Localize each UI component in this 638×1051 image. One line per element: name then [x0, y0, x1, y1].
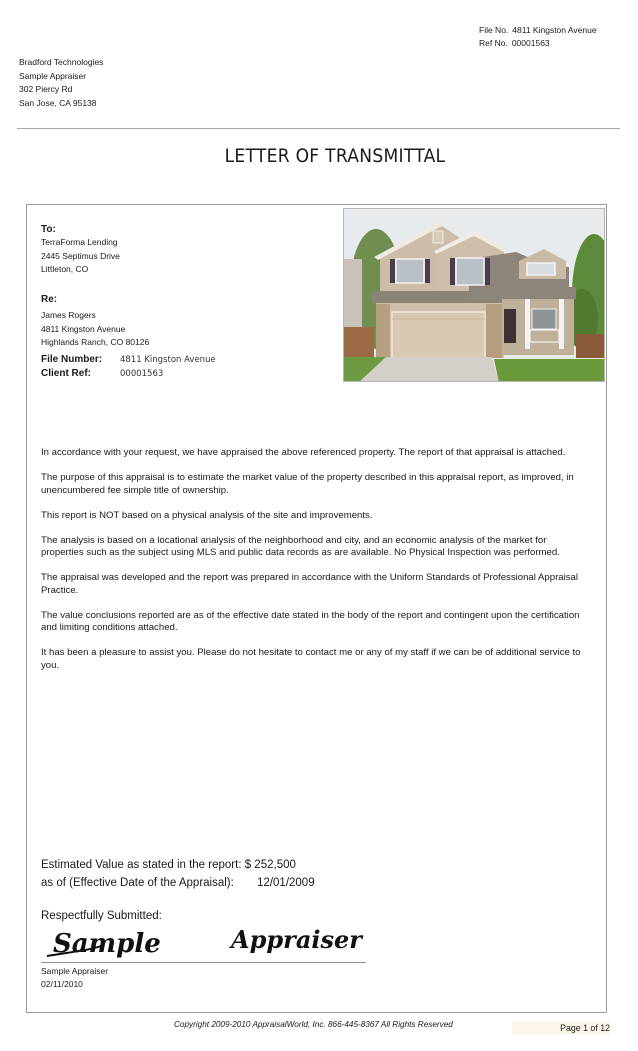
client-ref-row [41, 367, 216, 381]
subject-block [41, 294, 149, 350]
signature-image [41, 922, 366, 962]
body-paragraph: The analysis is based on a locational analysis of the neighborhood and city, and an economic analysis of the market for properties such as the subject using MLS and public data records as are available. No Physical Inspection was performed. [41, 534, 560, 558]
signature-line [41, 962, 366, 963]
signer-block [41, 965, 108, 990]
file-reference-header [479, 24, 597, 50]
file-number-value: 4811 Kingston Avenue [120, 355, 216, 365]
body-paragraph: The purpose of this appraisal is to estimate the market value of the property described in this appraisal report, as improved, in unencumbered fee simple title of ownership. [41, 472, 574, 496]
closing-text: Respectfully Submitted: [41, 910, 162, 922]
sender-name: Sample Appraiser [19, 70, 87, 81]
sender-street: 302 Piercy Rd [19, 84, 73, 94]
svg-text:Appraiser: Appraiser [231, 925, 362, 954]
sender-address [19, 56, 103, 110]
ref-no-row [479, 37, 597, 50]
signer-name: Sample Appraiser [41, 966, 109, 976]
property-street: 4811 Kingston Avenue [41, 323, 126, 334]
estimated-value: $ 252,500 [244, 859, 296, 871]
recipient-company: TerraForma Lending [41, 237, 118, 247]
svg-text:Sample: Sample [53, 929, 161, 959]
reference-fields [41, 353, 216, 381]
file-number-row [41, 353, 216, 367]
signed-date: 02/11/2010 [41, 978, 83, 989]
file-number-label: File Number: [41, 354, 103, 365]
handwritten-signature-icon [41, 922, 366, 962]
recipient-city: Littleton, CO [41, 264, 89, 274]
body-paragraph: The value conclusions reported are as of the effective date stated in the body of the report and contingent upon the certification and limiting conditions attached. [41, 609, 580, 633]
file-no-value: 4811 Kingston Avenue [512, 25, 597, 35]
ref-no-value: 00001563 [511, 38, 550, 48]
letter-body [41, 447, 591, 685]
estimated-value-label: Estimated Value as stated in the report: [41, 859, 242, 871]
ref-no-label: Ref No. [479, 38, 508, 48]
client-ref-label: Client Ref: [41, 368, 91, 379]
body-paragraph: This report is NOT based on a physical analysis of the site and improvements. [41, 509, 373, 521]
subject-property-photo [343, 208, 605, 382]
to-heading: To: [41, 224, 56, 235]
effective-date: 12/01/2009 [257, 877, 315, 889]
effective-date-row [41, 874, 315, 892]
body-paragraph: The appraisal was developed and the report was prepared in accordance with the Uniform Standards of Professional Appraisal Practice. [41, 572, 579, 596]
house-image-icon [344, 209, 605, 382]
body-paragraph: In accordance with your request, we have appraised the above referenced property. The report of that appraisal is attached. [41, 447, 566, 458]
copyright-notice: Copyright 2009-2010 AppraisalWorld, Inc. 866-445-8367 All Rights Reserved [174, 1020, 453, 1029]
page-title: LETTER OF TRANSMITTAL [224, 145, 446, 167]
file-no-label: File No. [479, 25, 509, 35]
page-number: Page 1 of 12 [512, 1021, 610, 1035]
file-no-row [479, 24, 597, 37]
valuation-summary [41, 856, 315, 892]
effective-date-label: as of (Effective Date of the Appraisal): [41, 877, 234, 889]
re-heading: Re: [41, 294, 58, 305]
property-city: Highlands Ranch, CO 80126 [41, 337, 150, 347]
recipient-block [41, 224, 120, 277]
body-paragraph: It has been a pleasure to assist you. Please do not hesitate to contact me or any of my staff if we can be of additional service to you. [41, 647, 581, 671]
estimated-value-row [41, 856, 315, 874]
sender-city: San Jose, CA 95138 [19, 97, 97, 108]
borrower-name: James Rogers [41, 310, 96, 320]
header-divider [17, 128, 620, 129]
recipient-street: 2445 Septimus Drive [41, 250, 120, 261]
client-ref-value: 00001563 [120, 369, 164, 379]
sender-company: Bradford Technologies [19, 57, 104, 67]
